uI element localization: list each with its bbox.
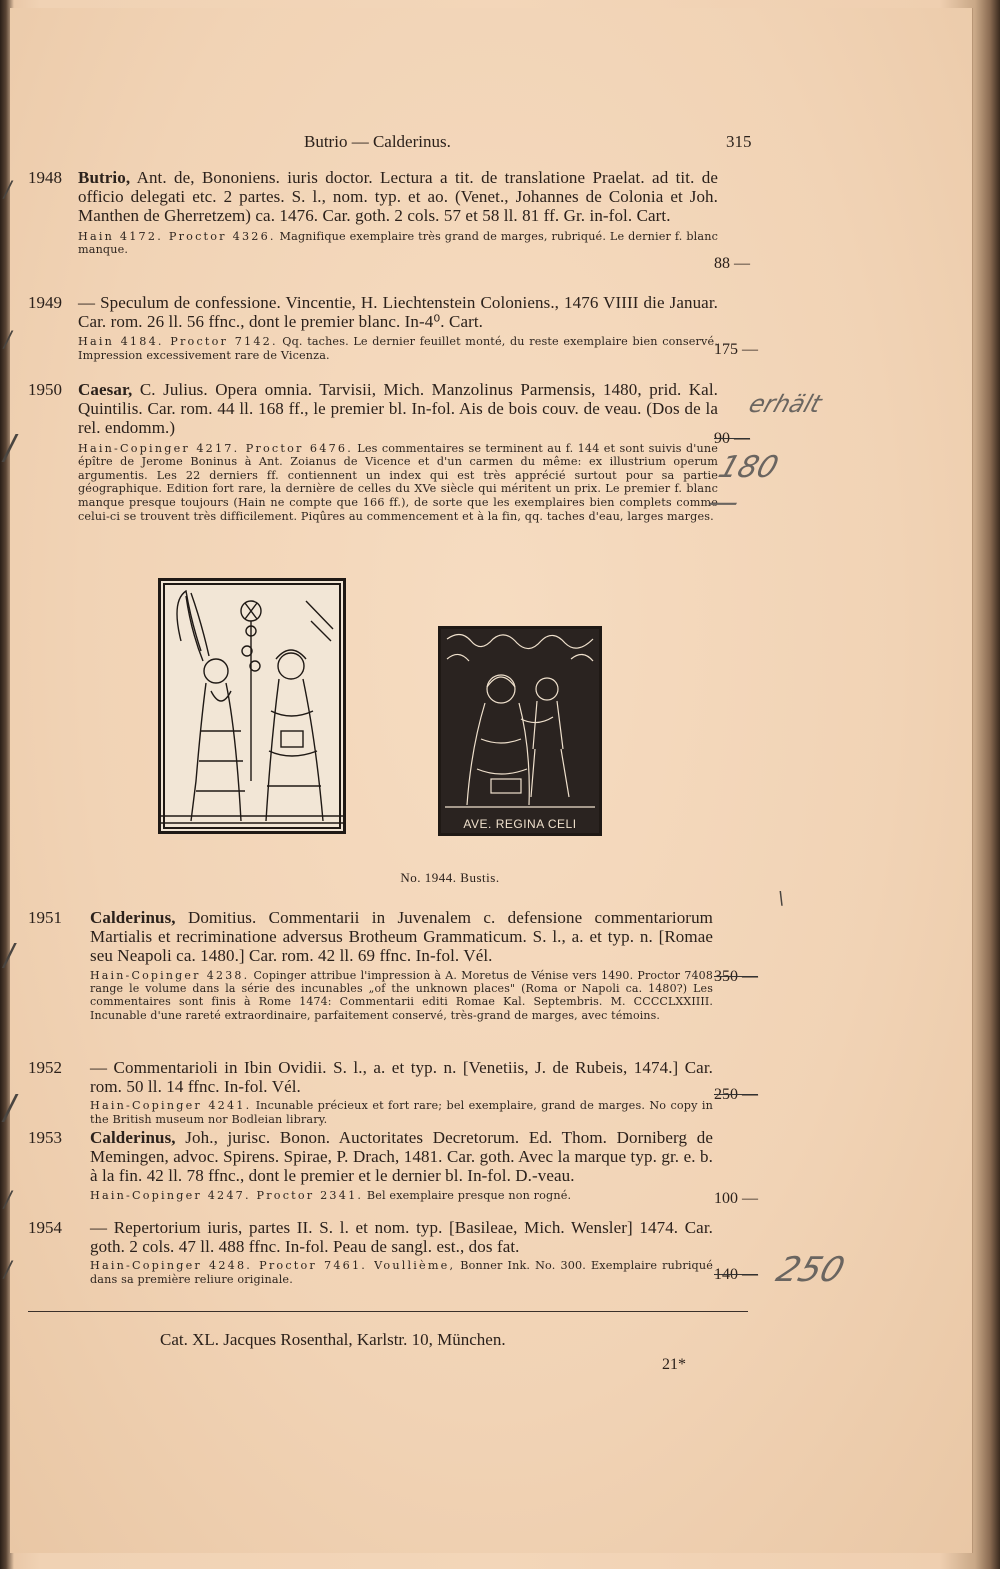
- bibliographic-reference: Hain-Copinger 4241.: [90, 1099, 252, 1113]
- entry-price: 88 —: [714, 255, 750, 272]
- entry-price: 175 —: [714, 341, 758, 358]
- catalog-page: [4, 8, 973, 1553]
- entry-price: 100 —: [714, 1190, 758, 1207]
- entry-note: [90, 969, 713, 1023]
- entry-price-struck: 350 —: [714, 968, 758, 985]
- entry-note: [90, 1099, 713, 1126]
- bibliographic-reference: Hain-Copinger 4217. Proctor 6476.: [78, 441, 353, 455]
- figure-caption: No. 1944. Bustis.: [400, 870, 500, 885]
- entry-number: 1950: [28, 380, 62, 399]
- woodcut-annunciation: [158, 578, 346, 834]
- note-text: Incunable précieux et fort rare; bel exemplaire, grand de marges. No copy in the British museum nor Bodleian library.: [90, 1099, 713, 1126]
- madonna-child-illustration: [441, 629, 599, 833]
- entry-body: [90, 1058, 713, 1127]
- entry-note: [78, 442, 718, 524]
- bibliographic-reference: Hain 4172. Proctor 4326.: [78, 229, 276, 243]
- entry-text: — Commentarioli in Ibin Ovidii. S. l., a. et typ. n. [Venetiis, J. de Rubeis, 1474.] Car. rom. 50 ll. 14 ffnc. In-fol. Vél.: [90, 1058, 713, 1097]
- note-text: Qq. taches. Le dernier feuillet monté, du reste exemplaire bien conservé. Impression excessivement rare de Vicenza.: [78, 335, 718, 362]
- entry-note: [90, 1189, 713, 1203]
- pencil-margin-mark: /: [4, 1188, 12, 1213]
- note-text: Les commentaires se terminent au f. 144 et sont suivis d'une épître de Jerome Boninus à Ant. Zoianus de Vicence et d'un carmen du même: ex illustrium operum argumentis. Les 22 derniers ff. contiennent un index qui est très apprécié surtout pour sa partie géographique. Edition fort rare, la dernière de celles du XVe siècle qui méritent un prix. Le premier f. blanc manque presque toujours (Hain ne compte que 166 ff.), de sorte que les exemplaires bien complets comme celui-ci se trouvent très difficilement. Piqûres au commencement et à la fin, qq. taches d'eau, larges marges.: [78, 441, 718, 523]
- pencil-tick-mark: \: [778, 888, 785, 909]
- woodcut-madonna: [438, 626, 602, 836]
- pencil-margin-mark: /: [4, 1258, 12, 1283]
- woodcut-inscription: AVE. REGINA CELI: [463, 817, 577, 831]
- running-head: [10, 132, 970, 156]
- entry-text: — Speculum de confessione. Vincentie, H. Liechtenstein Coloniens., 1476 VIIII die Januar. Car. rom. 26 ll. 56 ffnc., dont le premier blanc. In-4⁰. Cart.: [78, 293, 718, 332]
- bibliographic-reference: Hain 4184. Proctor 7142.: [78, 335, 278, 349]
- catalog-footer: Cat. XL. Jacques Rosenthal, Karlstr. 10, München.: [160, 1330, 506, 1349]
- bibliographic-reference: Hain-Copinger 4248. Proctor 7461. Voullième,: [90, 1259, 456, 1273]
- entry-number: 1954: [28, 1218, 62, 1237]
- entry-body: [78, 380, 718, 523]
- entry-body: [90, 1218, 713, 1287]
- note-text: Bonner Ink. No. 300. Exemplaire rubriqué dans sa première reliure originale.: [90, 1259, 713, 1286]
- entry-body: [90, 1128, 713, 1202]
- entry-text: Domitius. Commentarii in Juvenalem c. defensione commentariorum Martialis et recriminatione adversus Brotheum Grammaticum. S. l., a. et typ. n. [Romae seu Neapoli ca. 1480.] Car. rom. 42 ll. 69 ffnc. In-fol. Vél.: [90, 908, 713, 966]
- entry-text: Ant. de, Bononiens. iuris doctor. Lectura a tit. de translatione Praelat. ad tit. de officio delegati etc. 2 partes. S. l., nom. typ. et ao. (Venet., Johannes de Colonia et Joh. Manthen de Gherretzem) ca. 1476. Car. goth. 2 cols. 57 et 58 ll. 81 ff. Gr. in-fol. Cart.: [78, 168, 718, 226]
- entry-note: [78, 335, 718, 362]
- handwritten-annotation: erhält: [745, 390, 826, 418]
- signature-mark: 21*: [662, 1356, 686, 1373]
- bibliographic-reference: Hain-Copinger 4238.: [90, 968, 250, 982]
- entry-number: 1951: [28, 908, 62, 927]
- pencil-margin-mark: /: [4, 1088, 16, 1128]
- entry-text: Joh., jurisc. Bonon. Auctoritates Decretorum. Ed. Thom. Dorniberg de Memingen, advoc. Spirens. Spirae, P. Drach, 1481. Car. goth. Avec la marque typ. gr. e. b. à la fin. 42 ll. 78 ffnc., dont le premier et le dernier bl. In-fol. D.-veau.: [90, 1128, 713, 1186]
- entry-price-struck: 90 —: [714, 430, 750, 447]
- note-text: Bel exemplaire presque non rogné.: [366, 1188, 572, 1202]
- entry-number: 1948: [28, 168, 62, 187]
- handwritten-price: 250: [771, 1250, 850, 1290]
- page-number: 315: [726, 132, 752, 151]
- entry-number: 1953: [28, 1128, 62, 1147]
- entry-body: [78, 293, 718, 363]
- bibliographic-reference: Hain-Copinger 4247. Proctor 2341.: [90, 1188, 364, 1202]
- entry-heading: Calderinus,: [90, 908, 176, 927]
- entry-note: [78, 230, 718, 257]
- entry-heading: Calderinus,: [90, 1128, 176, 1147]
- entry-text: — Repertorium iuris, partes II. S. l. et nom. typ. [Basileae, Mich. Wensler] 1474. Car. goth. 2 cols. 47 ll. 488 ffnc. In-fol. Peau de sangl. est., dos fat.: [90, 1218, 713, 1257]
- page-title: Butrio — Calderinus.: [304, 132, 451, 151]
- entry-body: [90, 908, 713, 1022]
- entry-note: [90, 1259, 713, 1286]
- entry-price-struck: 140 —: [714, 1266, 758, 1283]
- annunciation-illustration: [161, 581, 343, 831]
- entry-number: 1949: [28, 293, 62, 312]
- footer-rule: [28, 1311, 748, 1312]
- pencil-margin-mark: /: [4, 178, 12, 203]
- entry-text: C. Julius. Opera omnia. Tarvisii, Mich. Manzolinus Parmensis, 1480, prid. Kal. Quintilis. Car. rom. 44 ll. 168 ff., le premier bl. In-fol. Ais de bois couv. de veau. (Dos de la rel. endomm.): [78, 380, 719, 438]
- pencil-margin-mark: /: [4, 328, 12, 353]
- entry-body: [78, 168, 718, 257]
- entry-heading: Butrio,: [78, 168, 131, 187]
- note-text: Magnifique exemplaire très grand de marges, rubriqué. Le dernier f. blanc manque.: [78, 229, 718, 257]
- entry-number: 1952: [28, 1058, 62, 1077]
- pencil-margin-mark: /: [4, 428, 16, 468]
- pencil-margin-mark: /: [4, 938, 15, 973]
- note-text: Copinger attribue l'impression à A. Moretus de Vénise vers 1490. Proctor 7408 range le volume dans la série des incunables „of the unknown places" (Roma or Napoli ca. 1480?) Les commentaires sont finis à Rome 1474: Commentarii editi Romae Kal. Septembris. M. CCCCLXXIIII. Incunable d'une rareté extraordinaire, parfaitement conservé, très-grand de marges, avec témoins.: [90, 968, 713, 1022]
- handwritten-price: 180 —: [702, 450, 783, 520]
- entry-price-struck: 250 —: [714, 1086, 758, 1103]
- entry-heading: Caesar,: [78, 380, 133, 399]
